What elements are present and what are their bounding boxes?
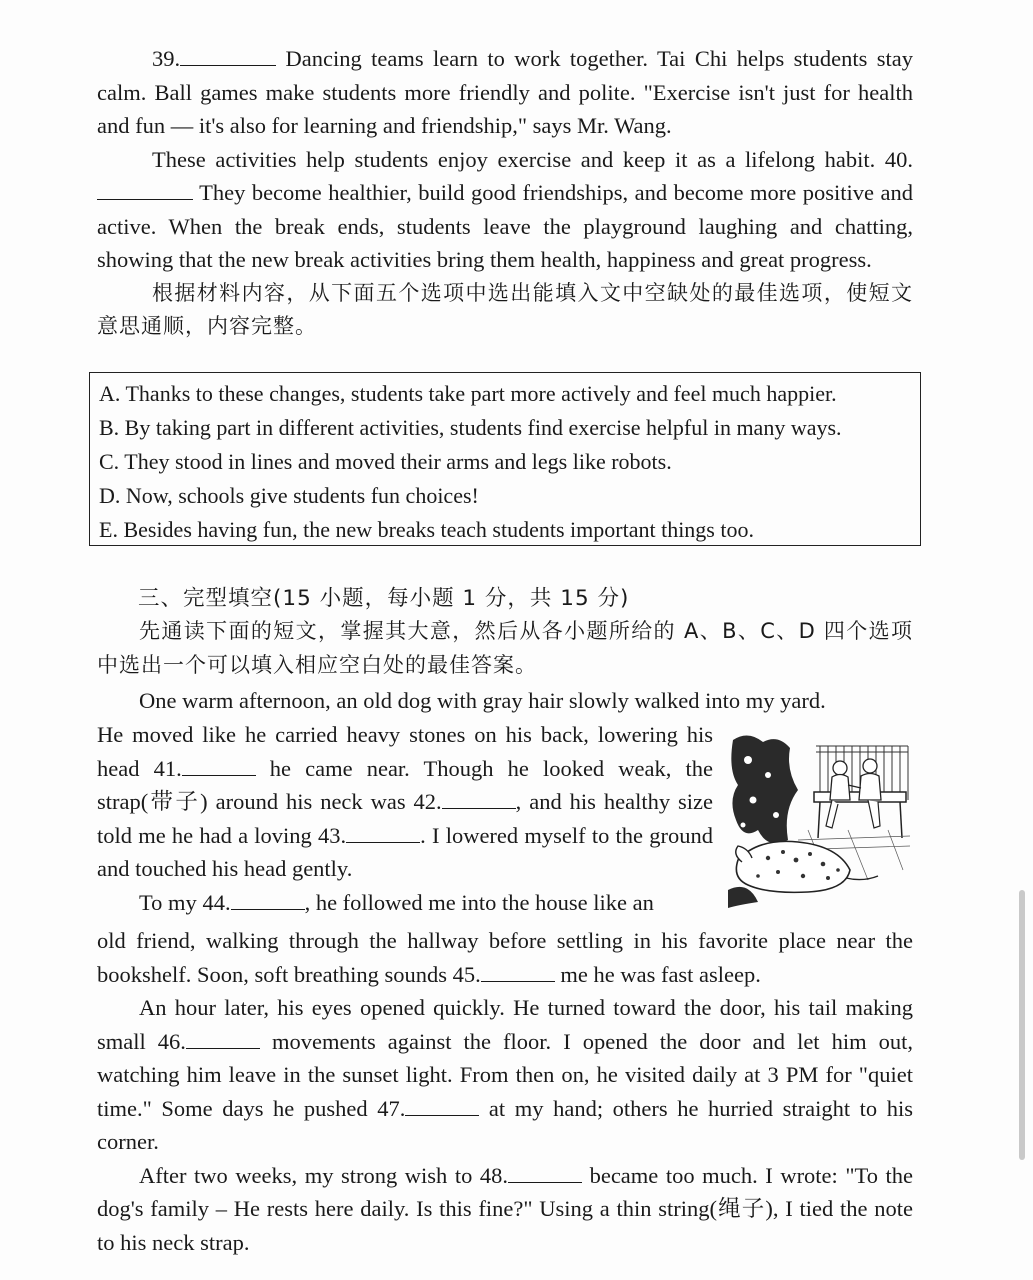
story-para-3: [97, 991, 913, 1159]
story-line-1: [97, 684, 913, 718]
answer-blank-47[interactable]: [405, 1095, 479, 1116]
blank-number-43: 43.: [318, 822, 347, 848]
option-d: D. Now, schools give students fun choices!: [99, 483, 479, 508]
story-s5: To my: [139, 889, 197, 915]
blank-number-47: 47.: [377, 1095, 406, 1121]
story-para-1-first-line: [97, 684, 913, 718]
answer-blank-48[interactable]: [508, 1162, 582, 1183]
story-s12: became too much. I wrote: "To the dog's family – He rests here daily. Is this fine?" Using a thin string(绳子), I tied the note to his neck strap.: [97, 1162, 913, 1255]
story-s7: me he was fast asleep.: [560, 961, 761, 987]
paragraph-39: [97, 42, 913, 143]
story-s9: movements against the floor. I opened the door and let him out, watching him leave in the sunset light. From then on, he visited daily at 3 PM for "quiet time." Some days he pushed: [97, 1028, 914, 1121]
story-para-2-start: To my 44. , he followed me into the house like an: [139, 889, 654, 915]
story-continuation: [97, 924, 913, 1259]
option-a: A. Thanks to these changes, students take part more actively and feel much happier.: [99, 381, 837, 406]
paragraph-40: [97, 143, 913, 277]
blank-number-39: 39.: [152, 46, 181, 71]
story-s11: After two weeks, my strong wish to: [139, 1162, 473, 1188]
paragraph-39-text: Dancing teams learn to work together. Tai Chi helps students stay calm. Ball games make students more friendly and polite. "Exercise isn't just for health and fun — it's also for learning and friendship," says Mr. Wang.: [97, 46, 913, 138]
passage-top: [97, 42, 913, 344]
answer-blank-43[interactable]: [346, 822, 420, 843]
answer-blank-42[interactable]: [442, 788, 516, 809]
vertical-scrollbar[interactable]: [1019, 890, 1025, 1160]
section-title: 三、完型填空(15 小题，每小题 1 分，共 15 分): [138, 586, 630, 611]
answer-blank-45[interactable]: [481, 961, 555, 982]
blank-number-41: 41.: [153, 755, 182, 781]
cloze-instruction-text: 先通读下面的短文，掌握其大意，然后从各小题所给的 A、B、C、D 四个选项中选出一个可以填入相应空白处的最佳答案。: [97, 619, 913, 677]
option-b: B. By taking part in different activities, students find exercise helpful in many ways.: [99, 415, 842, 440]
blank-number-44: 44.: [202, 889, 231, 915]
blank-number-45: 45.: [452, 961, 481, 987]
options-box: [89, 372, 921, 546]
dog-bench-illustration: [728, 730, 910, 908]
paragraph-40-text-b: They become healthier, build good friendships, and become more positive and active. When the break ends, students leave the playground laughing and chatting, showing that the new break activities bring them health, happiness and great progress.: [97, 180, 913, 272]
story-para-2-rest: old friend, walking through the hallway before settling in his favorite place near the bookshelf. Soon, soft breathing sounds 45. me he was fast asleep.: [97, 928, 913, 987]
story-para-1: He moved like he carried heavy stones on his back, lowering his head 41. he came near. Though he looked weak, the strap(带子) around his neck was 42. , and his healthy size told me he had a loving 43. . I lowered myself to the ground and touched his head gently.: [97, 722, 713, 881]
answer-blank-40[interactable]: [97, 179, 193, 200]
option-c: C. They stood in lines and moved their arms and legs like robots.: [99, 449, 672, 474]
cloze-instruction: [97, 615, 913, 682]
story-intro: One warm afternoon, an old dog with gray hair slowly walked into my yard.: [139, 688, 826, 713]
paragraph-40-text-a: These activities help students enjoy exercise and keep it as a lifelong habit.: [152, 146, 876, 172]
answer-blank-46[interactable]: [186, 1028, 260, 1049]
answer-blank-41[interactable]: [182, 755, 256, 776]
blank-number-46: 46.: [157, 1028, 186, 1054]
option-e: E. Besides having fun, the new breaks teach students important things too.: [99, 517, 754, 542]
answer-blank-44[interactable]: [231, 889, 305, 910]
blank-number-42: 42.: [413, 789, 442, 814]
instruction-chinese: 根据材料内容，从下面五个选项中选出能填入文中空缺处的最佳选项，使短文意思通顺，内容完整。: [97, 280, 913, 338]
answer-blank-39[interactable]: [180, 45, 276, 66]
story-s10: at my hand; others he hurried straight to his corner.: [97, 1095, 914, 1154]
blank-number-48: 48.: [479, 1162, 509, 1188]
story-wrap-block: [97, 718, 713, 919]
story-s8: An hour later, his eyes opened quickly. He turned toward the door, his tail making small: [97, 995, 913, 1054]
blank-number-40: 40.: [884, 146, 913, 172]
story-para-4: [97, 1159, 913, 1260]
